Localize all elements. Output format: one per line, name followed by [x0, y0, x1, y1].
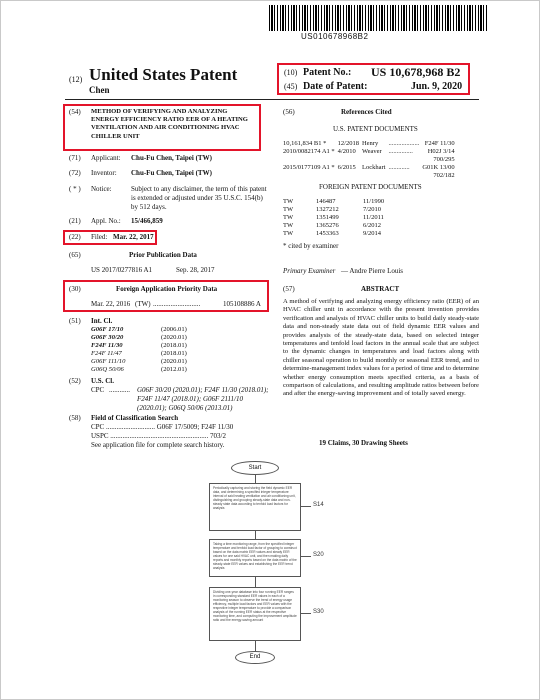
foreign-doc-no: 1365276	[316, 222, 339, 229]
field-code-72: (72)	[69, 169, 81, 177]
us-doc-name: Lockhart	[361, 164, 386, 171]
flow-label-leader	[301, 556, 311, 557]
us-doc-row	[283, 140, 458, 148]
applicant-label: Applicant:	[91, 154, 121, 162]
foreign-doc-date: 11/1990	[363, 198, 385, 205]
examiner: — Andre Pierre Louis	[341, 267, 404, 275]
foreign-docs-heading: FOREIGN PATENT DOCUMENTS	[319, 183, 422, 191]
flow-connector	[255, 641, 256, 651]
intcl-year: (2012.01)	[161, 366, 187, 373]
field-search-label: Field of Classification Search	[91, 414, 179, 422]
us-doc-extra: 700/295	[433, 156, 455, 163]
foreign-doc-cc: TW	[283, 198, 294, 205]
flow-label-s20: S20	[313, 552, 324, 558]
foreign-doc-cc: TW	[283, 214, 294, 221]
us-doc-dots: ...............	[388, 148, 413, 155]
prior-heading: Prior Publication Data	[129, 251, 197, 259]
field-code-10: (10)	[284, 68, 298, 77]
abstract-text: A method of verifying and analyzing energy efficiency ratio (EER) of an HVAC chiller unit in accordance with the present invention provides verification and analysis of HVAC chiller units to build daily steady-state data and non-steady state data out of field dynamic EER values and provides analysis of the steady-state data, based on selected integer temperatures and tenfold load factors in the annual scale that are subject to the dynamic changes in temperatures and load factors along with chiller seasonal operation to build monthly or seasonal EER trend, and to determine-management index values for a period of time and to determine whether energy consumption meets specified criteria, as a basis of comparison of calculations, and resulting amplitude ratios between before and after the energy-saving improvement and of totally saved energy.	[283, 298, 479, 398]
foreign-doc-row	[283, 222, 406, 230]
header-divider	[65, 99, 479, 100]
flow-label-leader	[301, 613, 311, 614]
field-code-65: (65)	[69, 251, 81, 259]
flow-label-s30: S30	[313, 609, 324, 615]
flow-end: End	[235, 651, 275, 664]
foreign-country: (TW)	[135, 300, 151, 308]
foreign-date: Mar. 22, 2016	[91, 300, 131, 308]
invention-title: METHOD OF VERIFYING AND ANALYZING ENERGY EFFICIENCY RATIO EER OF A HEATING VENTILATION AND AIR CONDITIONING HVAC CHILLER UNIT	[91, 108, 248, 140]
us-doc-dots: .............	[388, 164, 410, 171]
field-code-54: (54)	[69, 108, 81, 116]
field-code-56: (56)	[283, 108, 295, 116]
field-code-51: (51)	[69, 317, 81, 325]
foreign-doc-no: 146487	[316, 198, 336, 205]
intcl-code: G06F 30/20	[91, 334, 124, 341]
intcl-code: F24F 11/30	[91, 342, 123, 349]
us-doc-no: 2010/0082174 A1 *	[283, 148, 335, 155]
field-search-cpc: CPC ............................ G06F 17/5009; F24F 11/30	[91, 423, 234, 431]
us-doc-cls: H02J 3/14	[427, 148, 455, 155]
intcl-row	[91, 334, 241, 342]
uscl-label: U.S. Cl.	[91, 377, 114, 385]
filed-date: Mar. 22, 2017	[113, 233, 154, 241]
us-doc-extra-row	[283, 156, 458, 164]
foreign-heading: Foreign Application Priority Data	[116, 285, 218, 293]
date-label: Date of Patent:	[303, 81, 368, 92]
us-doc-extra: 702/182	[433, 172, 455, 179]
field-code-12: (12)	[69, 75, 83, 84]
foreign-doc-row	[283, 230, 406, 238]
flow-connector	[255, 577, 256, 587]
intcl-code: F24F 11/47	[91, 350, 122, 357]
appl-label: Appl. No.:	[91, 217, 121, 225]
foreign-docs-table	[283, 198, 406, 238]
intcl-code: G06F 111/10	[91, 358, 126, 365]
barcode	[269, 5, 489, 31]
foreign-doc-cc: TW	[283, 230, 294, 237]
us-doc-dots: ...................	[388, 140, 420, 147]
intcl-list	[91, 326, 241, 374]
us-doc-cls: F24F 11/30	[424, 140, 455, 147]
field-code-30: (30)	[69, 285, 81, 293]
applicant: Chu-Fu Chen, Taipei (TW)	[131, 154, 212, 162]
appl-number: 15/466,859	[131, 217, 163, 225]
flow-label-leader	[301, 506, 311, 507]
us-doc-date: 12/2018	[337, 140, 359, 147]
foreign-appl-no: 105108886 A	[223, 300, 261, 308]
field-code-52: (52)	[69, 377, 81, 385]
foreign-doc-date: 11/2011	[363, 214, 384, 221]
field-code-45: (45)	[284, 82, 298, 91]
flow-step-s30: Dividing one-year database into four running EER ranges in corresponding standard EER values in each of a monitoring season to observe the trend of energy usage efficiency, multiple load factors and EER values with the respective integer temperature to provide a comparison analysis of the running EER status at the respective monitoring time, and computing the improvement amplitude ratio and the energy-saving amount	[209, 587, 301, 641]
intcl-row	[91, 366, 241, 374]
flow-step-s20: Taking a time monitoring range, from the specified integer temperature and tenfold load factor of grouping to construct based on the data matrix EER values and steady EER values for one said HVAC unit, and then making daily reports and monthly reports based on the data matrix of the steady-state EER values and establishing the EER trend analysis	[209, 539, 301, 577]
inventor: Chu-Fu Chen, Taipei (TW)	[131, 169, 212, 177]
foreign-doc-no: 1453363	[316, 230, 339, 237]
intcl-code: G06Q 50/06	[91, 366, 124, 373]
us-doc-row	[283, 164, 458, 172]
foreign-doc-cc: TW	[283, 206, 294, 213]
intcl-year: (2020.01)	[161, 334, 187, 341]
examiner-label: Primary Examiner	[283, 267, 336, 275]
inventor-label: Inventor:	[91, 169, 117, 177]
foreign-doc-date: 7/2010	[363, 206, 382, 213]
flow-label-s14: S14	[313, 502, 324, 508]
field-code-57: (57)	[283, 285, 295, 293]
field-code-58: (58)	[69, 414, 81, 422]
intcl-row	[91, 358, 241, 366]
foreign-doc-date: 6/2012	[363, 222, 382, 229]
patent-no-label: Patent No.:	[303, 67, 352, 78]
patent-date: Jun. 9, 2020	[411, 81, 463, 92]
doc-type: United States Patent	[89, 65, 238, 84]
foreign-doc-date: 9/2014	[363, 230, 382, 237]
filed-label: Filed:	[91, 233, 108, 241]
foreign-doc-no: 1351499	[316, 214, 339, 221]
us-doc-extra-row	[283, 172, 458, 180]
abstract-heading: ABSTRACT	[361, 285, 400, 293]
intcl-year: (2020.01)	[161, 358, 187, 365]
prior-pub: US 2017/0277816 A1	[91, 266, 153, 274]
claims-summary: 19 Claims, 30 Drawing Sheets	[319, 439, 408, 447]
us-doc-date: 4/2010	[337, 148, 356, 155]
cited-note: * cited by examiner	[283, 242, 339, 250]
foreign-doc-row	[283, 198, 406, 206]
flow-start: Start	[231, 461, 279, 475]
us-doc-name: Weaver	[361, 148, 382, 155]
intcl-code: G06F 17/10	[91, 326, 124, 333]
intcl-label: Int. Cl.	[91, 317, 113, 325]
us-doc-row	[283, 148, 458, 156]
flow-step-s14: Periodically capturing and storing the field dynamic EER data, and determining a specified integer temperature interval of said heating ventilation and air conditioning unit, distinguishing and grouping steady-state data and non-steady state data according to tenfold load factors for analysis	[209, 483, 301, 531]
intcl-row	[91, 326, 241, 334]
us-doc-cls: G01K 13/00	[422, 164, 455, 171]
foreign-doc-no: 1327212	[316, 206, 339, 213]
foreign-doc-cc: TW	[283, 222, 294, 229]
intcl-row	[91, 350, 241, 358]
foreign-doc-row	[283, 206, 406, 214]
patent-number: US 10,678,968 B2	[371, 65, 461, 79]
field-code-71: (71)	[69, 154, 81, 162]
intcl-year: (2006.01)	[161, 326, 187, 333]
cpc-text: G06F 30/20 (2020.01); F24F 11/30 (2018.01); F24F 11/47 (2018.01); G06F 2111/10 (2020.01); G06Q 50/06 (2013.01)	[137, 386, 269, 412]
flow-connector	[255, 531, 256, 539]
field-code-21: (21)	[69, 217, 81, 225]
intcl-year: (2018.01)	[161, 350, 187, 357]
foreign-dots: ...........................	[153, 300, 201, 308]
intcl-row	[91, 342, 241, 350]
field-code-notice: ( * )	[69, 185, 81, 193]
field-search-note: See application file for complete search history.	[91, 441, 225, 449]
notice-text: Subject to any disclaimer, the term of this patent is extended or adjusted under 35 U.S.C. 154(b) by 512 days.	[131, 185, 267, 211]
us-docs-heading: U.S. PATENT DOCUMENTS	[333, 125, 418, 133]
intcl-year: (2018.01)	[161, 342, 187, 349]
flow-connector	[255, 475, 256, 483]
foreign-doc-row	[283, 214, 406, 222]
us-docs-table	[283, 140, 458, 180]
notice-label: Notice:	[91, 185, 112, 193]
barcode-number: US010678968B2	[301, 32, 369, 41]
us-doc-date: 6/2015	[337, 164, 356, 171]
us-doc-no: 2015/0177109 A1 *	[283, 164, 335, 171]
field-search-uspc: USPC ........................................................ 703/2	[91, 432, 226, 440]
prior-date: Sep. 28, 2017	[176, 266, 215, 274]
cpc-dots: ............	[109, 386, 130, 394]
field-code-22: (22)	[69, 233, 81, 241]
us-doc-name: Henry	[361, 140, 379, 147]
inventor-surname: Chen	[89, 85, 110, 95]
us-doc-no: 10,161,834 B1 *	[283, 140, 327, 147]
refs-heading: References Cited	[341, 108, 392, 116]
cpc-label: CPC	[91, 386, 105, 394]
